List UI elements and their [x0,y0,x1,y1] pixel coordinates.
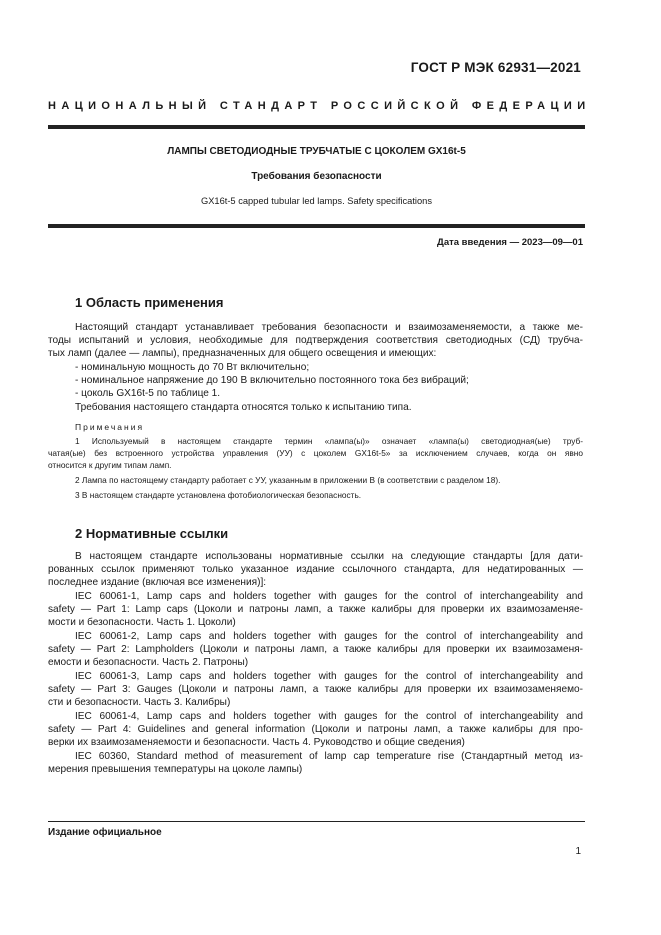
reference-line: IEC 60360, Standard method of measurement of lamp cap temperature rise (Стандартный метод из- [75,751,583,762]
reference-line: мости и безопасности. Часть 1. Цоколи) [48,617,236,628]
official-edition-label: Издание официальное [48,827,162,838]
list-item: - цоколь GX16t-5 по таблице 1. [75,388,221,399]
reference-line: верки их взаимозаменяемости и безопасности. Часть 4. Руководство и общие сведения) [48,737,465,748]
note-line: 3 В настоящем стандарте установлена фотобиологическая безопасность. [75,490,362,500]
note-line: чатая(ые) без встроенного устройства управления (УУ) с цоколем GX16t-5» за исключением случаев, когда он явно [48,448,583,458]
reference-line: IEC 60061-4, Lamp caps and holders together with gauges for the control of interchangeability and [75,711,583,722]
document-code: ГОСТ Р МЭК 62931—2021 [410,60,581,75]
reference-line: емости и безопасности. Часть 2. Патроны) [48,657,249,668]
paragraph-line: В настоящем стандарте использованы нормативные ссылки на следующие стандарты [для дати- [75,551,583,562]
paragraph-line: последнее издание (включая все изменения)]: [48,577,267,588]
section-2-heading: 2 Нормативные ссылки [75,526,229,541]
section-1-heading: 1 Область применения [75,295,224,310]
reference-line: сти и безопасности. Часть 3. Калибры) [48,697,231,708]
page-number: 1 [575,846,581,857]
title-divider [48,224,585,228]
national-standard-title: НАЦИОНАЛЬНЫЙ СТАНДАРТ РОССИЙСКОЙ ФЕДЕРАЦИИ [48,100,591,112]
footer-divider [48,821,585,822]
paragraph-line: рованных ссылок применяют только указанное издание ссылочного стандарта, для недатированных — [48,564,583,575]
reference-line: мерения превышения температуры на цоколе лампы) [48,764,303,775]
note-line: 1 Используемый в настоящем стандарте термин «лампа(ы)» означает «лампа(ы) светодиодная(ые) труб- [75,436,583,446]
paragraph-line: Требования настоящего стандарта относятся только к испытанию типа. [75,402,412,413]
paragraph-line: тых ламп (далее — лампы), предназначенных для общего освещения и имеющих: [48,348,437,359]
reference-line: IEC 60061-2, Lamp caps and holders together with gauges for the control of interchangeability and [75,631,583,642]
document-title: ЛАМПЫ СВЕТОДИОДНЫЕ ТРУБЧАТЫЕ С ЦОКОЛЕМ GX16t-5 [167,146,466,157]
reference-line: safety — Part 4: Guidelines and general information (Цоколи и патроны ламп, а также калибры для про- [48,724,583,735]
list-item: - номинальную мощность до 70 Вт включительно; [75,362,310,373]
document-title-english: GX16t-5 capped tubular led lamps. Safety specifications [200,196,432,206]
reference-line: IEC 60061-3, Lamp caps and holders together with gauges for the control of interchangeability and [75,671,583,682]
introduction-date: Дата введения — 2023—09—01 [437,237,583,248]
reference-line: IEC 60061-1, Lamp caps and holders together with gauges for the control of interchangeability and [75,591,583,602]
reference-line: safety — Part 1: Lamp caps (Цоколи и патроны ламп, а также калибры для проверки их взаимозаменяе- [48,604,583,615]
notes-heading: Примечания [75,422,145,432]
reference-line: safety — Part 3: Gauges (Цоколи и патроны ламп, а также калибры для проверки их взаимозаменяемо- [48,684,583,695]
reference-line: safety — Part 2: Lampholders (Цоколи и патроны ламп, а также калибры для проверки их взаимозаменя- [48,644,583,655]
list-item: - номинальное напряжение до 190 В включительно постоянного тока без вибраций; [75,375,469,386]
note-line: 2 Лампа по настоящему стандарту работает с УУ, указанным в приложении В (в соответствии с разделом 18). [75,475,501,485]
note-line: относится к другим типам ламп. [48,460,172,470]
document-subtitle: Требования безопасности [251,171,382,182]
paragraph-line: Настоящий стандарт устанавливает требования безопасности и взаимозаменяемости, а также ме- [75,322,583,333]
top-divider [48,125,585,129]
paragraph-line: тоды испытаний и условия, необходимые для подтверждения соответствия светодиодных (СД) трубча- [48,335,583,346]
